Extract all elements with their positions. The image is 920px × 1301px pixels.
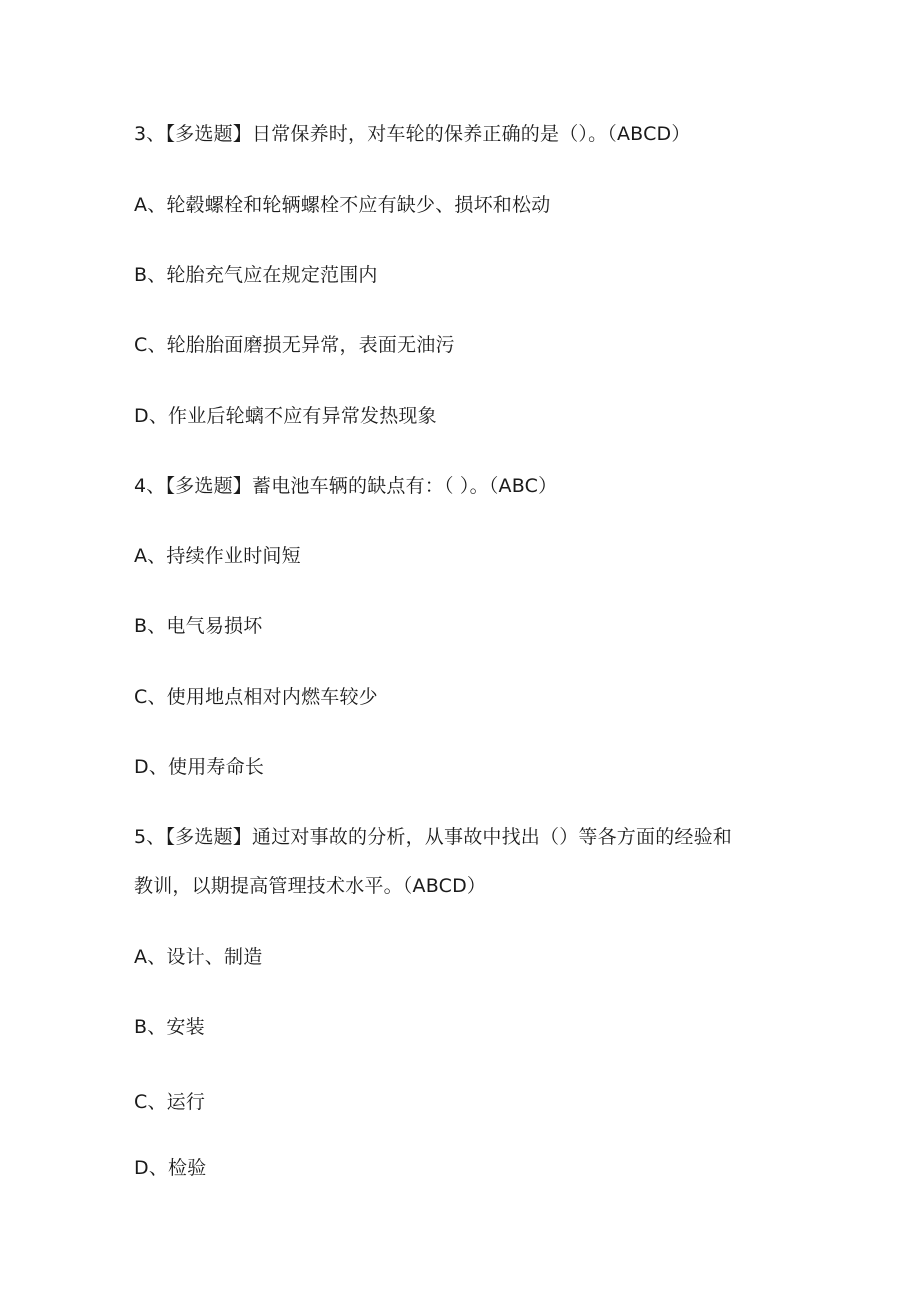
question-5-option-a: A、设计、制造 <box>134 946 263 968</box>
question-5-option-d: D、检验 <box>134 1157 207 1179</box>
question-5-stem-line-2: 教训，以期提高管理技术水平。（ABCD） <box>134 875 487 897</box>
question-3-option-a: A、轮毂螺栓和轮辆螺栓不应有缺少、损坏和松动 <box>134 194 551 216</box>
question-5-option-b: B、安装 <box>134 1016 205 1038</box>
question-5-option-c: C、运行 <box>134 1091 206 1113</box>
question-3-stem: 3、【多选题】日常保养时，对车轮的保养正确的是（）。（ABCD） <box>134 123 691 145</box>
question-4-option-c: C、使用地点相对内燃车较少 <box>134 686 378 708</box>
question-4-option-a: A、持续作业时间短 <box>134 545 301 567</box>
question-3-option-d: D、作业后轮螭不应有异常发热现象 <box>134 405 437 427</box>
question-3-option-b: B、轮胎充气应在规定范围内 <box>134 264 378 286</box>
question-4-option-d: D、使用寿命长 <box>134 756 265 778</box>
question-4-option-b: B、电气易损坏 <box>134 615 263 637</box>
question-4-stem: 4、【多选题】蓄电池车辆的缺点有：（ ）。（ABC） <box>134 475 558 497</box>
question-3-option-c: C、轮胎胎面磨损无异常，表面无油污 <box>134 334 455 356</box>
question-5-stem-line-1: 5、【多选题】通过对事故的分析，从事故中找出（）等各方面的经验和 <box>134 826 732 848</box>
